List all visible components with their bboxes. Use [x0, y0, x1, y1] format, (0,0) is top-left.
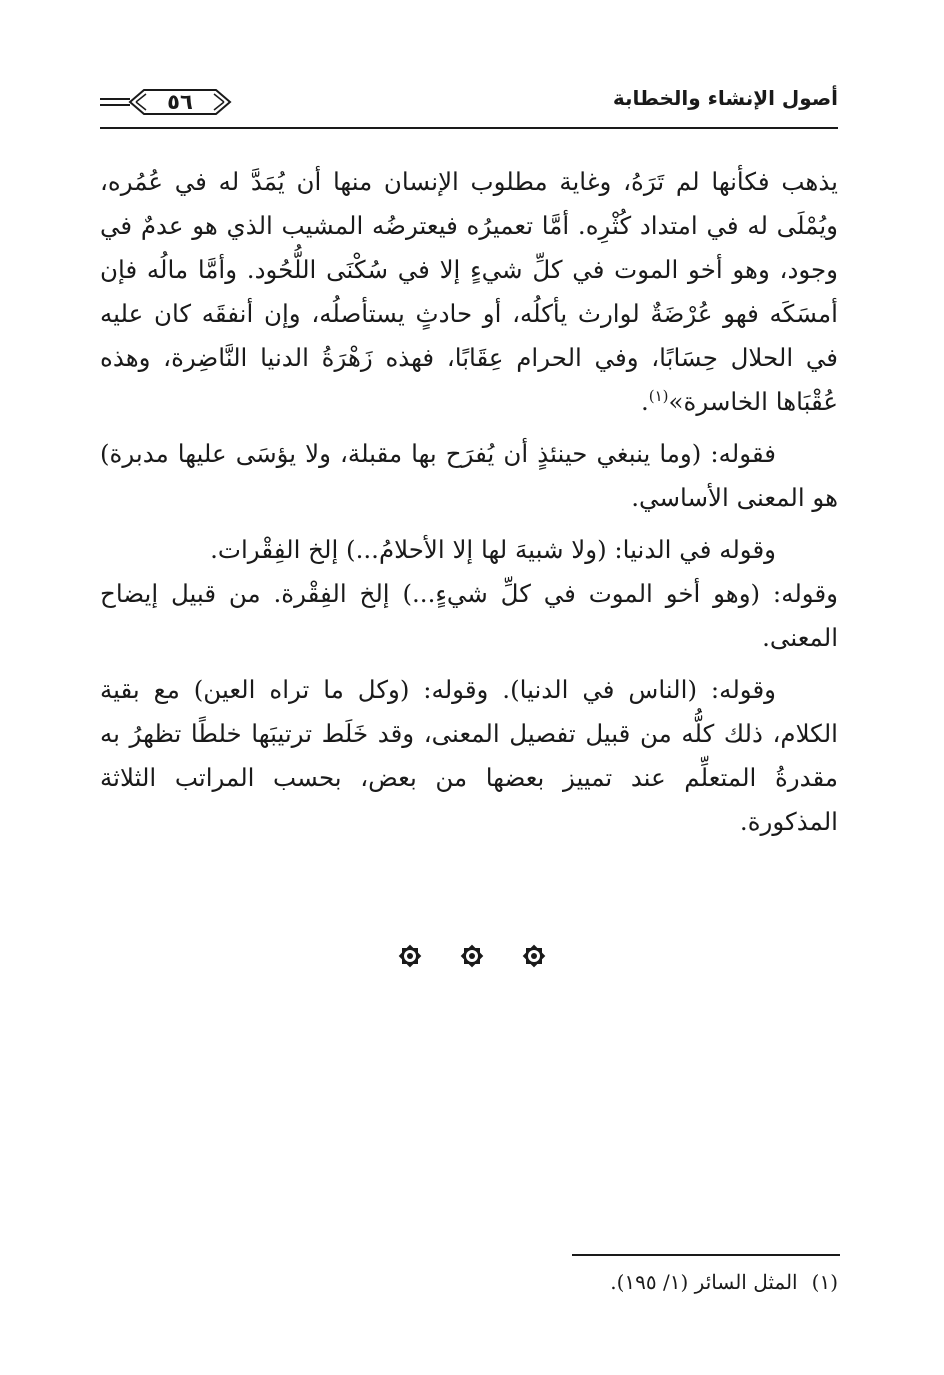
star-flower-icon: [518, 940, 550, 972]
paragraph: [100, 160, 838, 424]
paragraph: [100, 432, 838, 520]
header-rule: [100, 127, 838, 129]
page-number: ٥٦: [167, 90, 193, 114]
paragraph-text: وقوله: (الناس في الدنيا). وقوله: (وكل ما تراه العين) مع بقية الكلام، ذلك كلُّه من قبيل تفصيل المعنى، وقد خَلَط ترتيبَها خلطًا تظهرُ به مقدرةُ المتعلِّم عند تمييز بعضها من بعض، بحسب المراتب الثلاثة المذكورة.: [100, 675, 838, 836]
footnote-reference: (١): [648, 386, 669, 405]
footnote: [610, 1270, 838, 1294]
running-header: [100, 84, 838, 124]
footnote-mark: (١): [811, 1270, 838, 1294]
paragraph-end: .: [640, 387, 649, 416]
paragraph-text: وقوله: (وهو أخو الموت في كلِّ شيءٍ...) إلخ الفِقْرة. من قبيل إيضاح المعنى.: [100, 579, 838, 652]
footnote-text: المثل السائر (١/ ١٩٥).: [610, 1270, 798, 1294]
section-ornaments: [0, 940, 944, 980]
paragraph-text: يذهب فكأنها لم تَرَهُ، وغاية مطلوب الإنسان منها أن يُمَدَّ له في عُمُره، ويُمْلَى له في امتداد كُثْرِه. أمَّا تعميرُه فيعترضُه المشيب الذي هو عدمٌ في وجود، وهو أخو الموت في كلِّ شيءٍ إلا في سُكْنَى اللُّحُود. وأمَّا مالُه فإن أمسَكَه فهو عُرْضَةٌ لوارث يأكلُه، أو حادثٍ يستأصلُه، وإن أنفقَه كان عليه في الحلال حِسَابًا، وفي الحرام عِقَابًا، فهذه زَهْرَةُ الدنيا النَّاضِرة، وهذه عُقْبَاها الخاسرة»: [100, 167, 838, 416]
paragraph: [100, 668, 838, 844]
footnote-rule: [572, 1254, 840, 1256]
book-title: أصول الإنشاء والخطابة: [612, 86, 838, 110]
star-flower-icon: [456, 940, 488, 972]
paragraph: [100, 528, 838, 572]
main-text: [100, 160, 838, 852]
paragraph-text: فقوله: (وما ينبغي حينئذٍ أن يُفرَح بها مقبلة، ولا يؤسَى عليها مدبرة) هو المعنى الأساسي.: [100, 439, 838, 512]
star-flower-icon: [394, 940, 426, 972]
page-number-ornament: [100, 84, 290, 124]
paragraph: [100, 572, 838, 660]
paragraph-text: وقوله في الدنيا: (ولا شبيهَ لها إلا الأحلامُ...) إلخ الفِقْرات.: [210, 535, 776, 564]
